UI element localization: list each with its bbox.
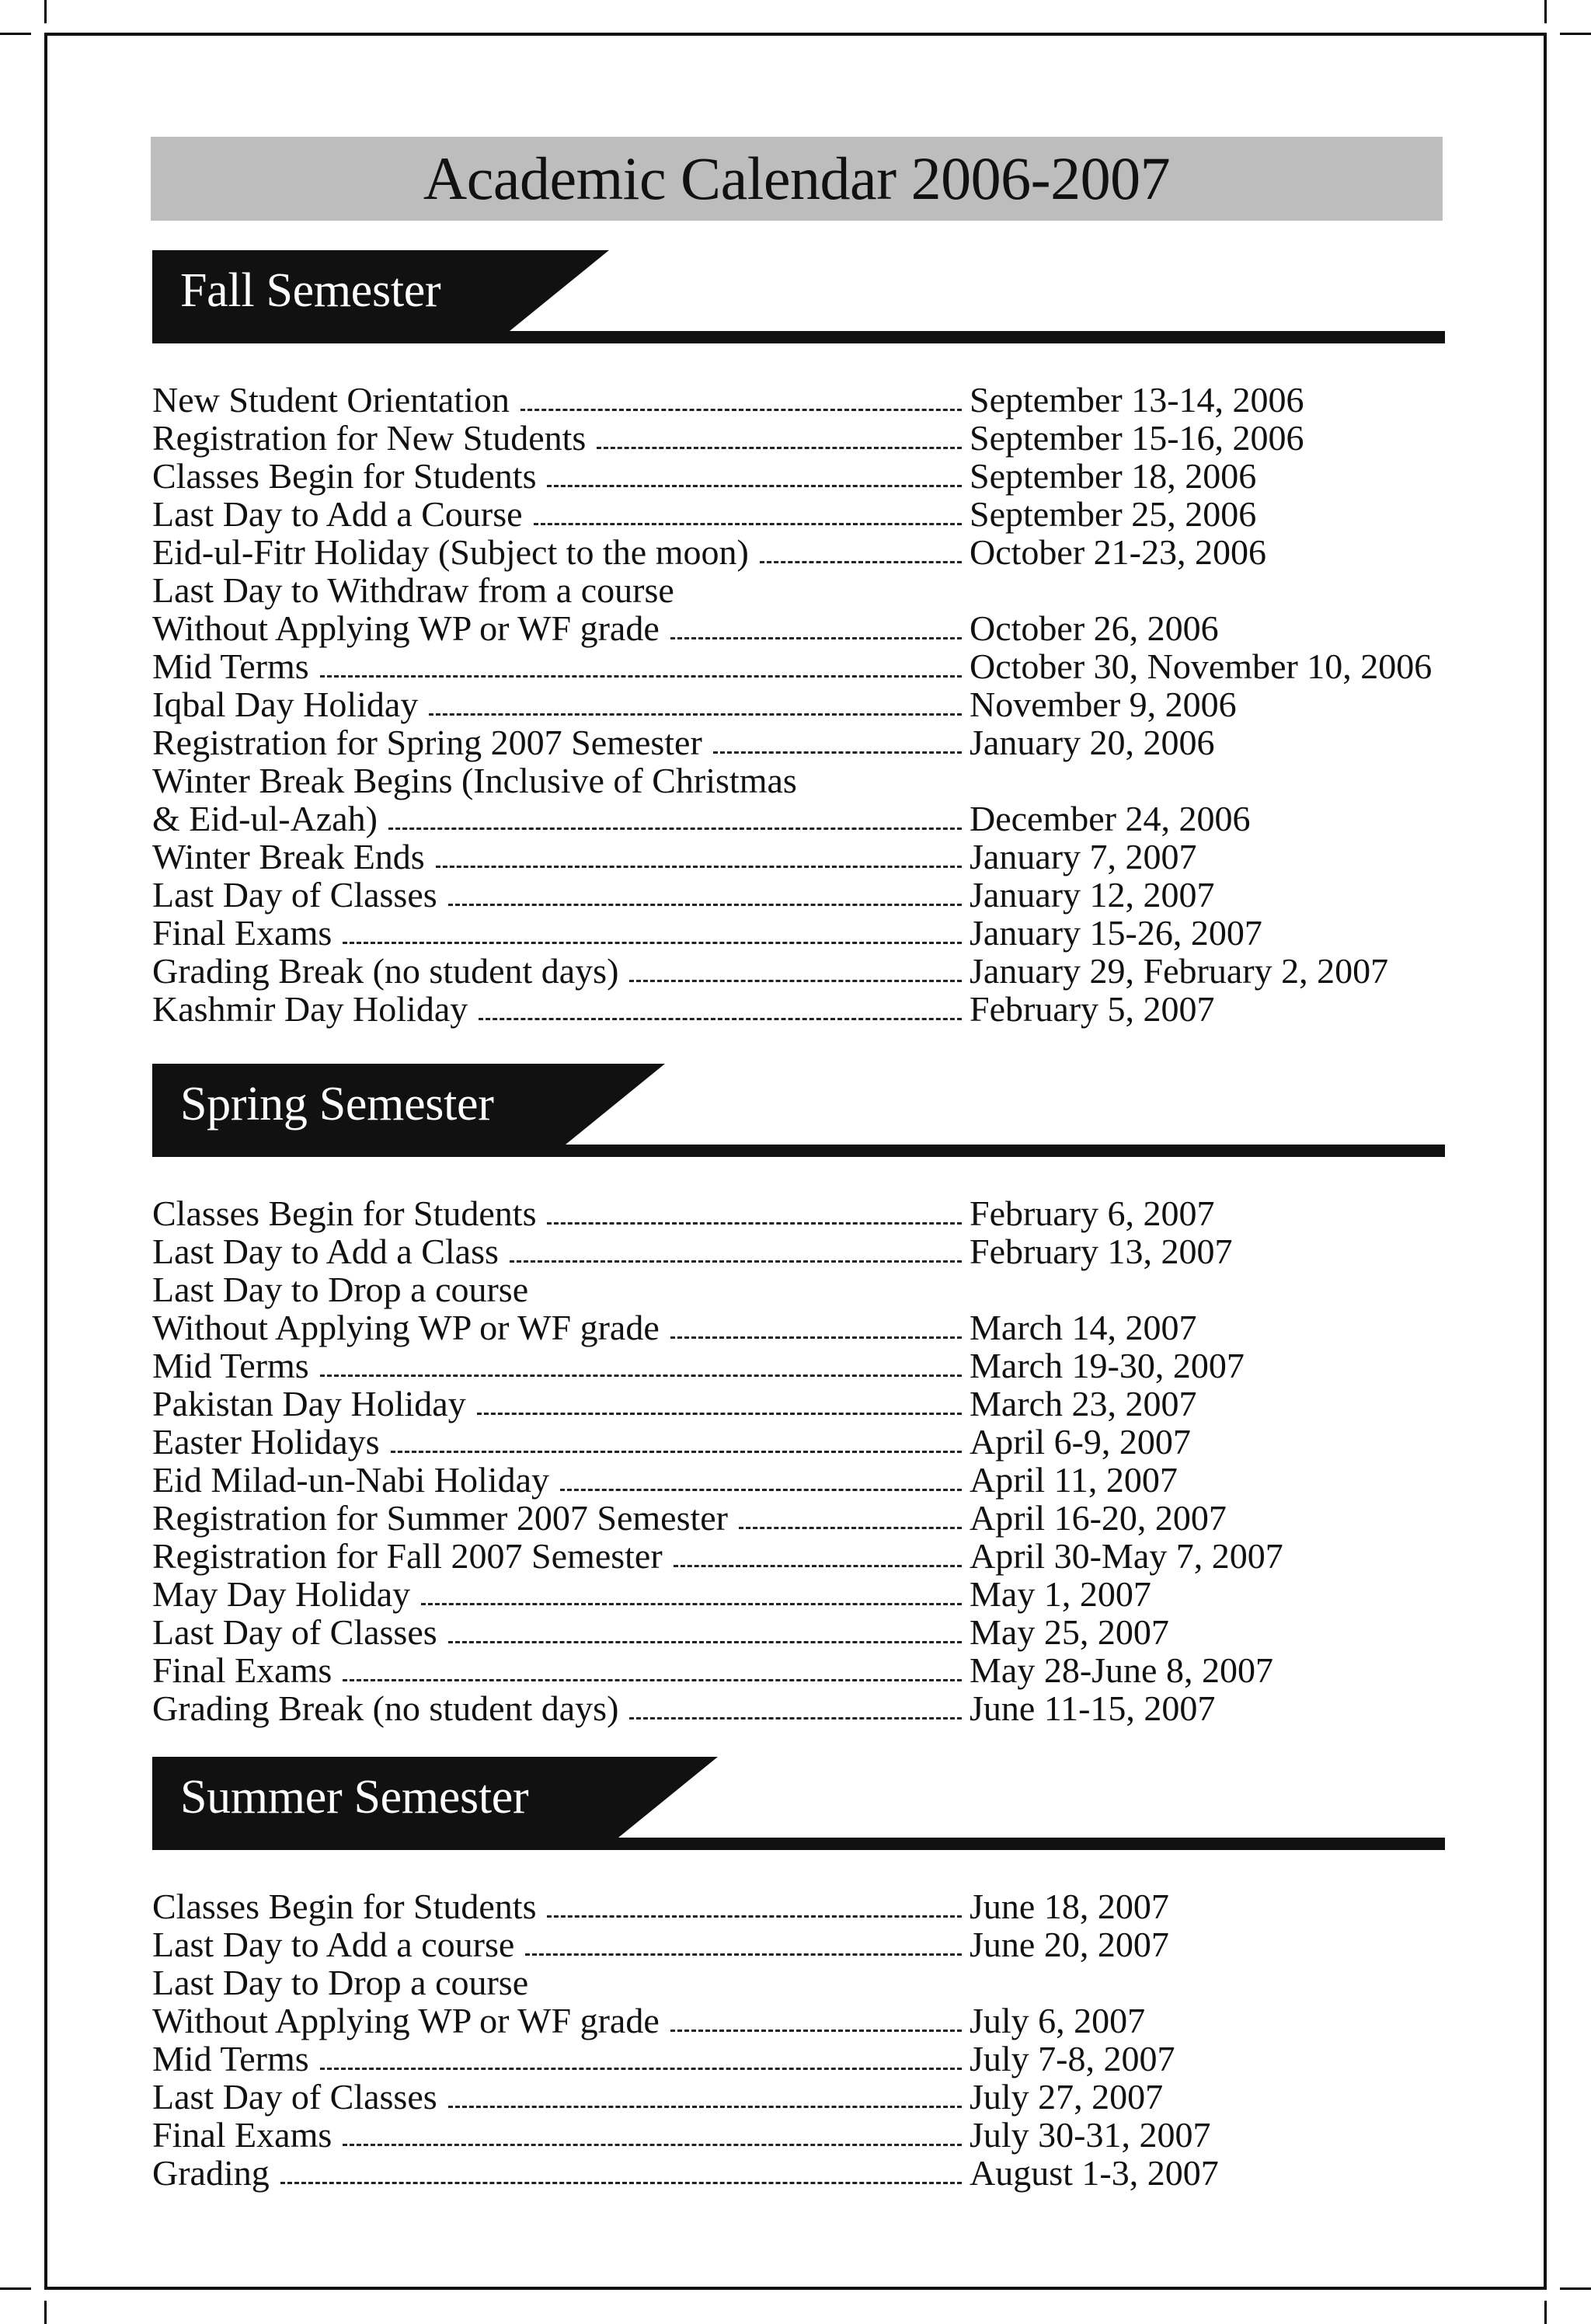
dotted-leader bbox=[448, 904, 962, 906]
event-row bbox=[152, 2078, 1445, 2116]
dotted-leader bbox=[388, 828, 962, 830]
event-label: Mid Terms bbox=[152, 1346, 309, 1385]
event-date: September 18, 2006 bbox=[970, 456, 1257, 496]
event-date: April 6-9, 2007 bbox=[970, 1422, 1191, 1462]
event-label: Winter Break Ends bbox=[152, 837, 425, 876]
event-row bbox=[152, 533, 1445, 571]
event-row bbox=[152, 609, 1445, 647]
dotted-leader bbox=[320, 2068, 962, 2070]
event-row bbox=[152, 1423, 1445, 1461]
dotted-leader bbox=[560, 1489, 962, 1491]
event-label: Last Day to Drop a course bbox=[152, 1270, 529, 1309]
event-label: Mid Terms bbox=[152, 2039, 309, 2078]
event-date: June 11-15, 2007 bbox=[970, 1688, 1216, 1728]
event-date: January 7, 2007 bbox=[970, 837, 1197, 876]
event-row bbox=[152, 723, 1445, 761]
crop-mark bbox=[1544, 2301, 1547, 2324]
event-label: Registration for Fall 2007 Semester bbox=[152, 1536, 663, 1576]
dotted-leader bbox=[713, 751, 962, 754]
event-label: Last Day to Add a Class bbox=[152, 1232, 499, 1271]
event-row bbox=[152, 914, 1445, 952]
crop-mark bbox=[1544, 0, 1547, 23]
event-date: February 6, 2007 bbox=[970, 1193, 1215, 1233]
event-date: July 30-31, 2007 bbox=[970, 2115, 1211, 2155]
event-label: Without Applying WP or WF grade bbox=[152, 1308, 660, 1347]
event-row bbox=[152, 2002, 1445, 2040]
dotted-leader bbox=[320, 1375, 962, 1377]
dotted-leader bbox=[343, 942, 962, 944]
event-date: March 14, 2007 bbox=[970, 1308, 1197, 1347]
event-row bbox=[152, 1651, 1445, 1689]
event-row bbox=[152, 1270, 1445, 1308]
event-list bbox=[152, 1887, 1445, 2192]
event-row bbox=[152, 571, 1445, 609]
event-row bbox=[152, 1963, 1445, 2002]
event-row bbox=[152, 800, 1445, 838]
event-label: Final Exams bbox=[152, 913, 332, 953]
event-row bbox=[152, 1575, 1445, 1613]
event-date: September 25, 2006 bbox=[970, 494, 1257, 534]
section-heading: Fall Semester bbox=[152, 250, 510, 331]
event-date: May 25, 2007 bbox=[970, 1612, 1169, 1652]
dotted-leader bbox=[629, 980, 962, 982]
event-row bbox=[152, 381, 1445, 419]
crop-mark bbox=[0, 33, 31, 35]
event-row bbox=[152, 647, 1445, 685]
event-row bbox=[152, 1613, 1445, 1651]
event-date: March 19-30, 2007 bbox=[970, 1346, 1245, 1385]
event-label: Pakistan Day Holiday bbox=[152, 1384, 466, 1423]
section-summer bbox=[152, 1757, 1445, 2192]
event-label: Last Day to Withdraw from a course bbox=[152, 570, 674, 610]
dotted-leader bbox=[343, 2144, 962, 2146]
section-heading: Spring Semester bbox=[152, 1064, 566, 1145]
event-date: October 26, 2006 bbox=[970, 608, 1219, 648]
dotted-leader bbox=[429, 713, 962, 716]
event-row bbox=[152, 1925, 1445, 1963]
dotted-leader bbox=[534, 523, 962, 525]
event-row bbox=[152, 1499, 1445, 1537]
event-date: April 11, 2007 bbox=[970, 1460, 1178, 1500]
section-fall bbox=[152, 250, 1445, 1028]
dotted-leader bbox=[547, 1222, 962, 1225]
event-row bbox=[152, 990, 1445, 1028]
event-list bbox=[152, 1194, 1445, 1727]
event-label: New Student Orientation bbox=[152, 380, 510, 420]
page-title: Academic Calendar 2006-2007 bbox=[423, 145, 1171, 212]
dotted-leader bbox=[597, 447, 962, 449]
crop-mark bbox=[44, 2301, 47, 2324]
event-label: Last Day of Classes bbox=[152, 1612, 437, 1652]
dotted-leader bbox=[520, 409, 962, 411]
event-date: September 13-14, 2006 bbox=[970, 380, 1304, 420]
crop-mark bbox=[1560, 33, 1591, 35]
dotted-leader bbox=[436, 866, 962, 868]
section-rule bbox=[152, 331, 1445, 343]
dotted-leader bbox=[479, 1018, 962, 1020]
event-label: Without Applying WP or WF grade bbox=[152, 2001, 660, 2040]
dotted-leader bbox=[448, 2106, 962, 2108]
event-date: June 20, 2007 bbox=[970, 1925, 1169, 1964]
event-row bbox=[152, 1689, 1445, 1727]
crop-mark bbox=[0, 2287, 31, 2290]
dotted-leader bbox=[391, 1451, 962, 1453]
dotted-leader bbox=[448, 1641, 962, 1643]
section-rule bbox=[152, 1145, 1445, 1157]
event-label: Classes Begin for Students bbox=[152, 456, 537, 496]
event-row bbox=[152, 1232, 1445, 1270]
event-row bbox=[152, 1537, 1445, 1575]
dotted-leader bbox=[739, 1527, 962, 1529]
event-date: October 30, November 10, 2006 bbox=[970, 646, 1433, 686]
event-date: April 30-May 7, 2007 bbox=[970, 1536, 1283, 1576]
event-row bbox=[152, 1887, 1445, 1925]
event-label: Classes Begin for Students bbox=[152, 1193, 537, 1233]
event-row bbox=[152, 1385, 1445, 1423]
event-date: July 7-8, 2007 bbox=[970, 2039, 1175, 2078]
title-bar bbox=[151, 137, 1443, 221]
event-list bbox=[152, 381, 1445, 1028]
event-date: September 15-16, 2006 bbox=[970, 418, 1304, 458]
event-label: Final Exams bbox=[152, 2115, 332, 2155]
event-date: January 29, February 2, 2007 bbox=[970, 951, 1389, 991]
event-row bbox=[152, 761, 1445, 800]
event-date: February 5, 2007 bbox=[970, 989, 1215, 1029]
event-row bbox=[152, 838, 1445, 876]
event-label: Classes Begin for Students bbox=[152, 1887, 537, 1926]
event-row bbox=[152, 1461, 1445, 1499]
event-date: November 9, 2006 bbox=[970, 685, 1237, 724]
event-row bbox=[152, 685, 1445, 723]
event-row bbox=[152, 952, 1445, 990]
event-label: Registration for Spring 2007 Semester bbox=[152, 723, 702, 762]
section-spring bbox=[152, 1064, 1445, 1727]
event-label: Last Day of Classes bbox=[152, 2077, 437, 2117]
event-date: May 1, 2007 bbox=[970, 1574, 1151, 1614]
section-header bbox=[152, 250, 1445, 343]
event-label: Eid Milad-un-Nabi Holiday bbox=[152, 1460, 550, 1500]
event-label: Eid-ul-Fitr Holiday (Subject to the moon) bbox=[152, 532, 749, 572]
event-label: Easter Holidays bbox=[152, 1422, 380, 1462]
event-date: March 23, 2007 bbox=[970, 1384, 1197, 1423]
dotted-leader bbox=[510, 1260, 962, 1263]
event-row bbox=[152, 2154, 1445, 2192]
event-label: Last Day of Classes bbox=[152, 875, 437, 915]
event-date: July 27, 2007 bbox=[970, 2077, 1164, 2117]
dotted-leader bbox=[547, 1915, 962, 1918]
dotted-leader bbox=[629, 1717, 962, 1719]
dotted-leader bbox=[280, 2182, 962, 2184]
dotted-leader bbox=[670, 1336, 962, 1339]
event-label: Grading bbox=[152, 2153, 270, 2193]
crop-mark bbox=[1560, 2287, 1591, 2290]
dotted-leader bbox=[421, 1603, 962, 1605]
event-date: January 12, 2007 bbox=[970, 875, 1215, 915]
event-label: Iqbal Day Holiday bbox=[152, 685, 419, 724]
dotted-leader bbox=[674, 1565, 962, 1567]
event-row bbox=[152, 1347, 1445, 1385]
section-header bbox=[152, 1757, 1445, 1850]
event-label: Registration for Summer 2007 Semester bbox=[152, 1498, 728, 1538]
event-row bbox=[152, 457, 1445, 495]
event-row bbox=[152, 1194, 1445, 1232]
event-row bbox=[152, 1308, 1445, 1347]
event-date: June 18, 2007 bbox=[970, 1887, 1169, 1926]
event-label: Mid Terms bbox=[152, 646, 309, 686]
event-row bbox=[152, 876, 1445, 914]
event-label: Last Day to Add a course bbox=[152, 1925, 515, 1964]
event-date: October 21-23, 2006 bbox=[970, 532, 1266, 572]
event-label: Winter Break Begins (Inclusive of Christmas bbox=[152, 761, 797, 800]
event-date: January 20, 2006 bbox=[970, 723, 1215, 762]
event-date: January 15-26, 2007 bbox=[970, 913, 1262, 953]
dotted-leader bbox=[343, 1679, 962, 1681]
event-label: & Eid-ul-Azah) bbox=[152, 799, 378, 838]
event-label: Registration for New Students bbox=[152, 418, 587, 458]
event-date: February 13, 2007 bbox=[970, 1232, 1233, 1271]
dotted-leader bbox=[760, 561, 962, 563]
event-label: Kashmir Day Holiday bbox=[152, 989, 468, 1029]
event-date: May 28-June 8, 2007 bbox=[970, 1650, 1273, 1690]
event-label: Final Exams bbox=[152, 1650, 332, 1690]
event-row bbox=[152, 2116, 1445, 2154]
event-date: December 24, 2006 bbox=[970, 799, 1251, 838]
event-label: Grading Break (no student days) bbox=[152, 951, 619, 991]
event-date: August 1-3, 2007 bbox=[970, 2153, 1219, 2193]
dotted-leader bbox=[670, 2030, 962, 2032]
section-rule bbox=[152, 1838, 1445, 1850]
dotted-leader bbox=[320, 675, 962, 678]
event-label: Without Applying WP or WF grade bbox=[152, 608, 660, 648]
event-label: Grading Break (no student days) bbox=[152, 1688, 619, 1728]
event-date: July 6, 2007 bbox=[970, 2001, 1146, 2040]
section-header bbox=[152, 1064, 1445, 1157]
event-row bbox=[152, 495, 1445, 533]
event-label: May Day Holiday bbox=[152, 1574, 411, 1614]
dotted-leader bbox=[477, 1413, 962, 1415]
dotted-leader bbox=[547, 485, 962, 487]
event-row bbox=[152, 419, 1445, 457]
crop-mark bbox=[44, 0, 47, 23]
event-label: Last Day to Add a Course bbox=[152, 494, 523, 534]
dotted-leader bbox=[525, 1953, 962, 1956]
event-label: Last Day to Drop a course bbox=[152, 1963, 529, 2002]
event-date: April 16-20, 2007 bbox=[970, 1498, 1227, 1538]
dotted-leader bbox=[670, 637, 962, 639]
event-row bbox=[152, 2040, 1445, 2078]
section-heading: Summer Semester bbox=[152, 1757, 618, 1838]
